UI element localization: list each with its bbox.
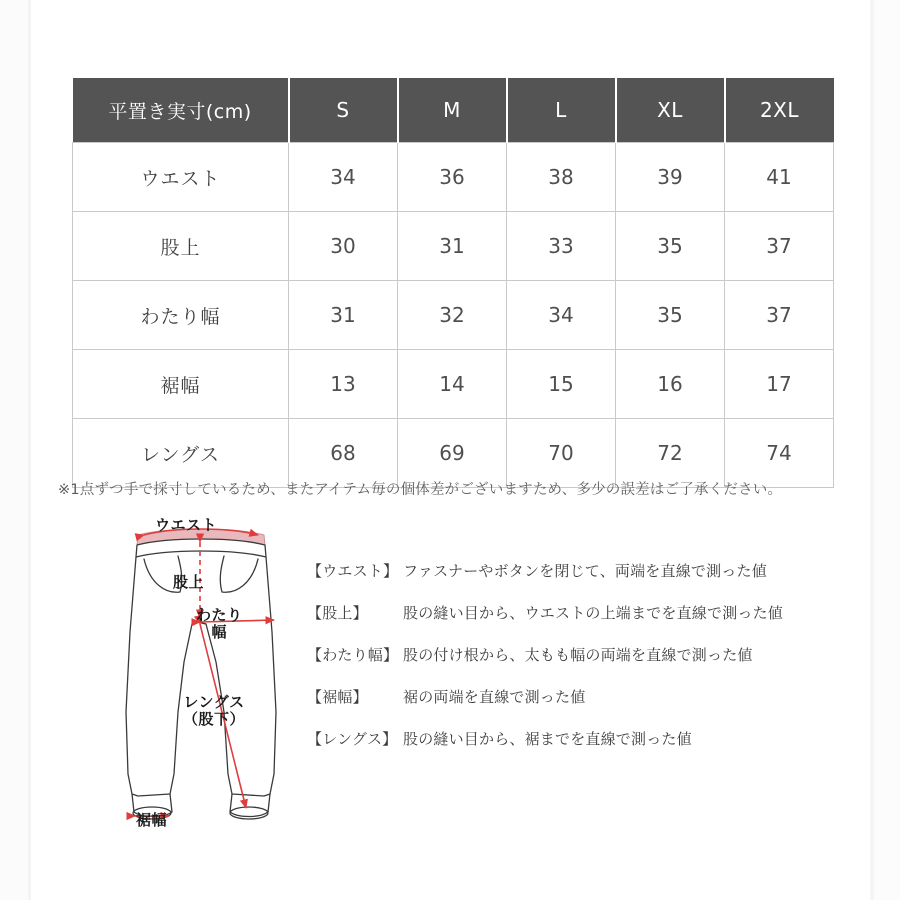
cell-thigh-2xl: 37 — [725, 281, 834, 350]
cell-thigh-m: 32 — [398, 281, 507, 350]
cell-waist-m: 36 — [398, 143, 507, 212]
row-label-length: レングス — [73, 419, 289, 488]
table-row — [73, 212, 834, 281]
cell-hem-l: 15 — [507, 350, 616, 419]
cell-rise-xl: 35 — [616, 212, 725, 281]
legend-term-length: 【レングス】 — [307, 730, 398, 748]
cell-rise-m: 31 — [398, 212, 507, 281]
cell-thigh-l: 34 — [507, 281, 616, 350]
header-cell-size-m: M — [398, 78, 507, 143]
legend-term-hem: 【裾幅】 — [307, 688, 368, 706]
size-measurement-table — [72, 78, 834, 488]
header-cell-metric: 平置き実寸(cm) — [73, 78, 289, 143]
legend-item-thigh — [307, 644, 867, 665]
cell-length-s: 68 — [289, 419, 398, 488]
legend-desc-hem: 裾の両端を直線で測った値 — [403, 688, 586, 706]
legend-desc-waist: ファスナーやボタンを閉じて、両端を直線で測った値 — [403, 562, 767, 580]
legend-desc-length: 股の縫い目から、裾までを直線で測った値 — [403, 730, 692, 748]
header-cell-size-s: S — [289, 78, 398, 143]
cell-hem-xl: 16 — [616, 350, 725, 419]
diagram-label-length-line1: レングス — [183, 693, 245, 711]
row-label-thigh: わたり幅 — [73, 281, 289, 350]
row-label-rise: 股上 — [73, 212, 289, 281]
cell-length-l: 70 — [507, 419, 616, 488]
table-row — [73, 350, 834, 419]
legend-item-rise — [307, 602, 867, 623]
legend-term-thigh: 【わたり幅】 — [307, 646, 399, 664]
legend-item-hem — [307, 686, 867, 707]
cell-hem-s: 13 — [289, 350, 398, 419]
cell-rise-l: 33 — [507, 212, 616, 281]
header-cell-size-l: L — [507, 78, 616, 143]
cell-waist-l: 38 — [507, 143, 616, 212]
table-row — [73, 143, 834, 212]
diagram-label-hem: 裾幅 — [136, 811, 168, 829]
cell-waist-xl: 39 — [616, 143, 725, 212]
cell-length-xl: 72 — [616, 419, 725, 488]
diagram-label-rise: 股上 — [173, 573, 205, 591]
diagram-label-thigh-line2: 幅 — [211, 622, 228, 641]
legend-desc-thigh: 股の付け根から、太もも幅の両端を直線で測った値 — [403, 646, 753, 664]
legend-item-waist — [307, 560, 867, 581]
cell-thigh-xl: 35 — [616, 281, 725, 350]
cell-length-m: 69 — [398, 419, 507, 488]
cell-rise-2xl: 37 — [725, 212, 834, 281]
cell-thigh-s: 31 — [289, 281, 398, 350]
cell-waist-s: 34 — [289, 143, 398, 212]
pants-illustration-icon — [108, 512, 294, 842]
table-body — [73, 143, 834, 488]
diagram-label-length-line2: （股下） — [183, 709, 246, 728]
legend-term-rise: 【股上】 — [307, 604, 368, 622]
cell-rise-s: 30 — [289, 212, 398, 281]
row-label-hem: 裾幅 — [73, 350, 289, 419]
measurement-legend — [307, 560, 867, 749]
cell-waist-2xl: 41 — [725, 143, 834, 212]
legend-item-length — [307, 728, 867, 749]
cell-hem-m: 14 — [398, 350, 507, 419]
header-cell-size-2xl: 2XL — [725, 78, 834, 143]
cell-length-2xl: 74 — [725, 419, 834, 488]
table-header — [73, 78, 834, 143]
pants-measurement-diagram — [108, 512, 294, 842]
diagram-label-length — [183, 694, 245, 728]
table-row — [73, 281, 834, 350]
legend-desc-rise: 股の縫い目から、ウエストの上端までを直線で測った値 — [403, 604, 784, 622]
measurement-guide-section — [0, 512, 900, 872]
row-label-waist: ウエスト — [73, 143, 289, 212]
legend-term-waist: 【ウエスト】 — [307, 562, 399, 580]
cell-hem-2xl: 17 — [725, 350, 834, 419]
header-cell-size-xl: XL — [616, 78, 725, 143]
measurement-disclaimer: ※1点ずつ手で採寸しているため、またアイテム毎の個体差がございますため、多少の誤差はご了承ください。 — [58, 482, 783, 498]
diagram-label-thigh — [196, 607, 243, 641]
table-header-row — [73, 78, 834, 143]
diagram-label-thigh-line1: わたり — [196, 606, 243, 624]
diagram-label-waist: ウエスト — [155, 516, 218, 534]
